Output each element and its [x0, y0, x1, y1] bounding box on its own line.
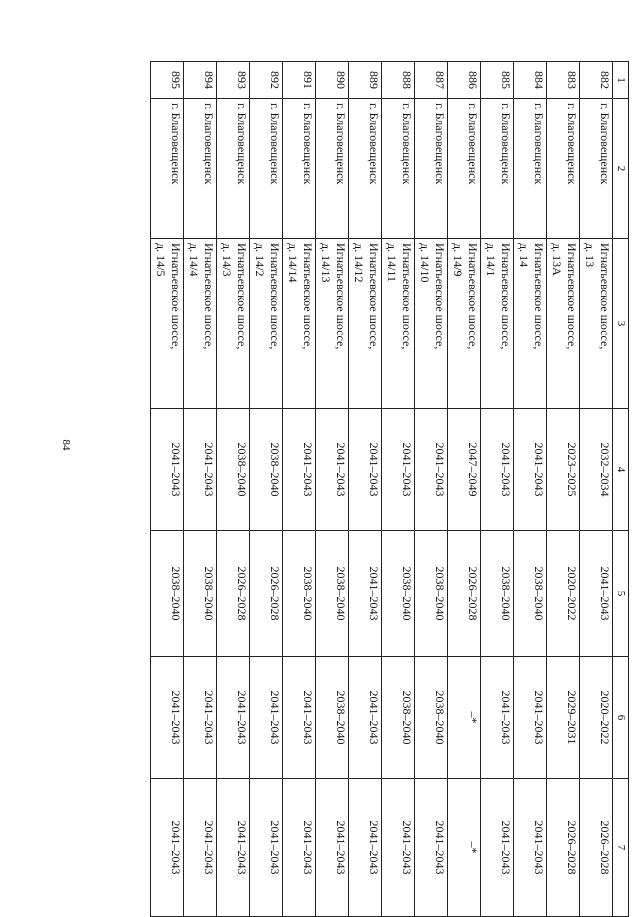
table-row — [580, 62, 613, 917]
col-header-6: 6 — [613, 657, 629, 779]
period-cell-7: 2026–2028 — [547, 779, 580, 917]
address-cell — [547, 239, 580, 409]
period-cell-6: 2038–2040 — [415, 657, 448, 779]
address-house: д. 14/9 — [451, 243, 465, 277]
period-cell-6: 2041–2043 — [184, 657, 217, 779]
city-cell: г. Благовещенск — [580, 99, 613, 239]
address-cell — [580, 239, 613, 409]
period-cell-4: 2038–2040 — [217, 409, 250, 531]
col-header-1: 1 — [613, 62, 629, 99]
period-cell-4: 2041–2043 — [283, 409, 316, 531]
row-number-cell: 882 — [580, 62, 613, 99]
row-number-cell: 893 — [217, 62, 250, 99]
period-cell-6: 2038–2040 — [382, 657, 415, 779]
row-number-cell: 884 — [514, 62, 547, 99]
period-cell-7: 2041–2043 — [151, 779, 184, 917]
period-cell-5: 2026–2028 — [250, 531, 283, 657]
period-cell-6: –* — [448, 657, 481, 779]
city-cell: г. Благовещенск — [547, 99, 580, 239]
city-cell: г. Благовещенск — [217, 99, 250, 239]
address-street: Игнатьевское шоссе, — [565, 243, 579, 350]
address-house: д. 14/1 — [484, 243, 498, 277]
table-row — [250, 62, 283, 917]
col-header-7: 7 — [613, 779, 629, 917]
col-header-3: 3 — [613, 239, 629, 409]
period-cell-4: 2023–2025 — [547, 409, 580, 531]
address-street: Игнатьевское шоссе, — [268, 243, 282, 350]
rotated-table-area — [109, 61, 629, 875]
city-cell: г. Благовещенск — [316, 99, 349, 239]
row-number-cell: 894 — [184, 62, 217, 99]
period-cell-4: 2047–2049 — [448, 409, 481, 531]
col-header-5: 5 — [613, 531, 629, 657]
address-house: д. 14/14 — [286, 243, 300, 283]
address-cell — [514, 239, 547, 409]
period-cell-6: 2038–2040 — [316, 657, 349, 779]
row-number-cell: 895 — [151, 62, 184, 99]
address-street: Игнатьевское шоссе, — [532, 243, 546, 350]
row-number-cell: 883 — [547, 62, 580, 99]
period-cell-5: 2026–2028 — [448, 531, 481, 657]
period-cell-4: 2041–2043 — [415, 409, 448, 531]
period-cell-6: 2029–2031 — [547, 657, 580, 779]
address-house: д. 13А — [550, 243, 564, 276]
table-row — [217, 62, 250, 917]
row-number-cell: 892 — [250, 62, 283, 99]
period-cell-6: 2041–2043 — [217, 657, 250, 779]
period-cell-4: 2041–2043 — [382, 409, 415, 531]
period-cell-5: 2038–2040 — [514, 531, 547, 657]
city-cell: г. Благовещенск — [415, 99, 448, 239]
col-header-2: 2 — [613, 99, 629, 239]
table-row — [349, 62, 382, 917]
period-cell-5: 2038–2040 — [184, 531, 217, 657]
city-cell: г. Благовещенск — [151, 99, 184, 239]
period-cell-7: 2041–2043 — [184, 779, 217, 917]
row-number-cell: 891 — [283, 62, 316, 99]
address-cell — [415, 239, 448, 409]
period-cell-4: 2041–2043 — [514, 409, 547, 531]
period-cell-7: 2041–2043 — [415, 779, 448, 917]
address-cell — [283, 239, 316, 409]
period-cell-5: 2020–2022 — [547, 531, 580, 657]
address-house: д. 14/11 — [385, 243, 399, 282]
address-street: Игнатьевское шоссе, — [367, 243, 381, 350]
address-house: д. 14/13 — [319, 243, 333, 283]
period-cell-6: 2020–2022 — [580, 657, 613, 779]
row-number-cell: 886 — [448, 62, 481, 99]
schedule-table — [150, 61, 629, 917]
table-row — [547, 62, 580, 917]
address-street: Игнатьевское шоссе, — [169, 243, 183, 350]
address-house: д. 14/3 — [220, 243, 234, 277]
city-cell: г. Благовещенск — [283, 99, 316, 239]
period-cell-6: 2041–2043 — [250, 657, 283, 779]
table-row — [514, 62, 547, 917]
table-wrapper — [109, 61, 629, 875]
address-cell — [349, 239, 382, 409]
period-cell-4: 2041–2043 — [316, 409, 349, 531]
period-cell-5: 2026–2028 — [217, 531, 250, 657]
address-street: Игнатьевское шоссе, — [466, 243, 480, 350]
row-number-cell: 888 — [382, 62, 415, 99]
period-cell-5: 2038–2040 — [151, 531, 184, 657]
address-street: Игнатьевское шоссе, — [202, 243, 216, 350]
period-cell-4: 2041–2043 — [349, 409, 382, 531]
period-cell-7: 2041–2043 — [382, 779, 415, 917]
address-house: д. 14 — [517, 243, 531, 268]
address-house: д. 14/5 — [154, 243, 168, 277]
address-cell — [217, 239, 250, 409]
city-cell: г. Благовещенск — [349, 99, 382, 239]
col-header-4: 4 — [613, 409, 629, 531]
period-cell-6: 2041–2043 — [514, 657, 547, 779]
table-row — [415, 62, 448, 917]
city-cell: г. Благовещенск — [481, 99, 514, 239]
address-house: д. 14/2 — [253, 243, 267, 277]
address-house: д. 14/4 — [187, 243, 201, 277]
period-cell-6: 2041–2043 — [151, 657, 184, 779]
period-cell-5: 2038–2040 — [415, 531, 448, 657]
row-number-cell: 889 — [349, 62, 382, 99]
period-cell-4: 2041–2043 — [184, 409, 217, 531]
address-cell — [250, 239, 283, 409]
table-row — [316, 62, 349, 917]
table-row — [151, 62, 184, 917]
city-cell: г. Благовещенск — [250, 99, 283, 239]
table-row — [184, 62, 217, 917]
address-street: Игнатьевское шоссе, — [301, 243, 315, 350]
period-cell-7: 2041–2043 — [514, 779, 547, 917]
period-cell-6: 2041–2043 — [481, 657, 514, 779]
row-number-cell: 890 — [316, 62, 349, 99]
row-number-cell: 887 — [415, 62, 448, 99]
period-cell-6: 2041–2043 — [283, 657, 316, 779]
period-cell-7: –* — [448, 779, 481, 917]
header-row — [613, 62, 629, 917]
period-cell-7: 2041–2043 — [481, 779, 514, 917]
period-cell-5: 2038–2040 — [316, 531, 349, 657]
address-street: Игнатьевское шоссе, — [235, 243, 249, 350]
address-house: д. 13 — [583, 243, 597, 268]
period-cell-7: 2041–2043 — [316, 779, 349, 917]
period-cell-5: 2041–2043 — [580, 531, 613, 657]
address-cell — [184, 239, 217, 409]
city-cell: г. Благовещенск — [184, 99, 217, 239]
address-cell — [481, 239, 514, 409]
period-cell-4: 2032–2034 — [580, 409, 613, 531]
address-cell — [448, 239, 481, 409]
table-row — [448, 62, 481, 917]
period-cell-7: 2041–2043 — [250, 779, 283, 917]
period-cell-4: 2038–2040 — [250, 409, 283, 531]
table-row — [382, 62, 415, 917]
city-cell: г. Благовещенск — [514, 99, 547, 239]
address-street: Игнатьевское шоссе, — [334, 243, 348, 350]
address-street: Игнатьевское шоссе, — [433, 243, 447, 350]
period-cell-7: 2041–2043 — [217, 779, 250, 917]
address-street: Игнатьевское шоссе, — [400, 243, 414, 350]
address-cell — [316, 239, 349, 409]
page-number: 84 — [60, 439, 72, 451]
address-cell — [382, 239, 415, 409]
row-number-cell: 885 — [481, 62, 514, 99]
period-cell-4: 2041–2043 — [481, 409, 514, 531]
table-row — [481, 62, 514, 917]
period-cell-5: 2038–2040 — [283, 531, 316, 657]
city-cell: г. Благовещенск — [448, 99, 481, 239]
period-cell-4: 2041–2043 — [151, 409, 184, 531]
period-cell-7: 2041–2043 — [349, 779, 382, 917]
period-cell-5: 2041–2043 — [349, 531, 382, 657]
period-cell-7: 2041–2043 — [283, 779, 316, 917]
address-house: д. 14/10 — [418, 243, 432, 283]
address-street: Игнатьевское шоссе, — [499, 243, 513, 350]
table-row — [283, 62, 316, 917]
address-street: Игнатьевское шоссе, — [598, 243, 612, 350]
period-cell-5: 2038–2040 — [382, 531, 415, 657]
period-cell-6: 2041–2043 — [349, 657, 382, 779]
period-cell-5: 2038–2040 — [481, 531, 514, 657]
address-cell — [151, 239, 184, 409]
period-cell-7: 2026–2028 — [580, 779, 613, 917]
city-cell: г. Благовещенск — [382, 99, 415, 239]
address-house: д. 14/12 — [352, 243, 366, 283]
